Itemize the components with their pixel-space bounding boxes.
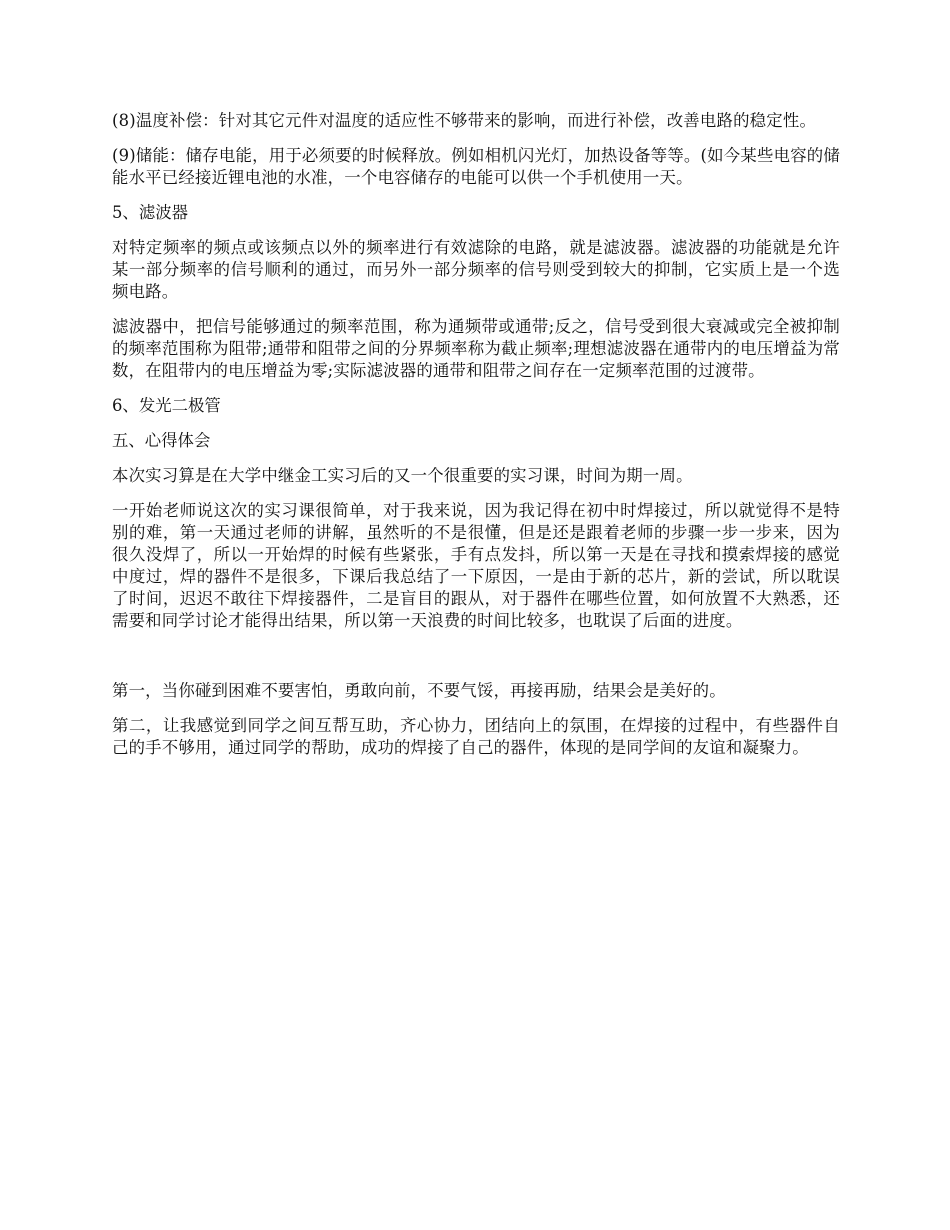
paragraph-lesson-two: 第二，让我感觉到同学之间互帮互助，齐心协力，团结向上的氛围，在焊接的过程中，有些器件自己的手不够用，通过同学的帮助，成功的焊接了自己的器件，体现的是同学间的友谊和凝聚力。 (112, 716, 840, 757)
paragraph-first-day: 一开始老师说这次的实习课很简单，对于我来说，因为我记得在初中时焊接过，所以就觉得不是特别的难，第一天通过老师的讲解，虽然听的不是很懂，但是还是跟着老师的步骤一步一步来，因为很久没焊了，所以一开始焊的时候有些紧张，手有点发抖，所以第一天是在寻找和摸索焊接的感觉中度过，焊的器件不是很多，下课后我总结了一下原因，一是由于新的芯片，新的尝试，所以耽误了时间，迟迟不敢往下焊接器件，二是盲目的跟从，对于器件在哪些位置，如何放置不大熟悉，还需要和同学讨论才能得出结果，所以第一天浪费的时间比较多，也耽误了后面的进度。 (112, 501, 840, 630)
document-body (112, 110, 840, 772)
section-heading-reflection: 五、心得体会 (112, 431, 211, 450)
paragraph-lesson-one: 第一，当你碰到困难不要害怕，勇敢向前，不要气馁，再接再励，结果会是美好的。 (112, 681, 726, 700)
paragraph-filter-definition: 对特定频率的频点或该频点以外的频率进行有效滤除的电路，就是滤波器。滤波器的功能就是允许某一部分频率的信号顺利的通过，而另外一部分频率的信号则受到较大的抑制，它实质上是一个选频电路。 (112, 238, 840, 301)
section-heading-led: 6、发光二极管 (112, 396, 221, 415)
paragraph-spacer (112, 645, 840, 680)
paragraph-internship-intro: 本次实习算是在大学中继金工实习后的又一个很重要的实习课，时间为期一周。 (112, 466, 693, 485)
paragraph-filter-passband: 滤波器中，把信号能够通过的频率范围，称为通频带或通带;反之，信号受到很大衰减或完全被抑制的频率范围称为阻带;通带和阻带之间的分界频率称为截止频率;理想滤波器在通带内的电压增益为常数，在阻带内的电压增益为零;实际滤波器的通带和阻带之间存在一定频率范围的过渡带。 (112, 317, 840, 380)
paragraph-energy-storage: (9)储能：储存电能，用于必须要的时候释放。例如相机闪光灯，加热设备等等。(如今某些电容的储能水平已经接近锂电池的水准，一个电容储存的电能可以供一个手机使用一天。 (112, 146, 840, 187)
section-heading-filter: 5、滤波器 (112, 203, 188, 222)
paragraph-temperature-compensation: (8)温度补偿：针对其它元件对温度的适应性不够带来的影响，而进行补偿，改善电路的稳定性。 (112, 111, 817, 130)
